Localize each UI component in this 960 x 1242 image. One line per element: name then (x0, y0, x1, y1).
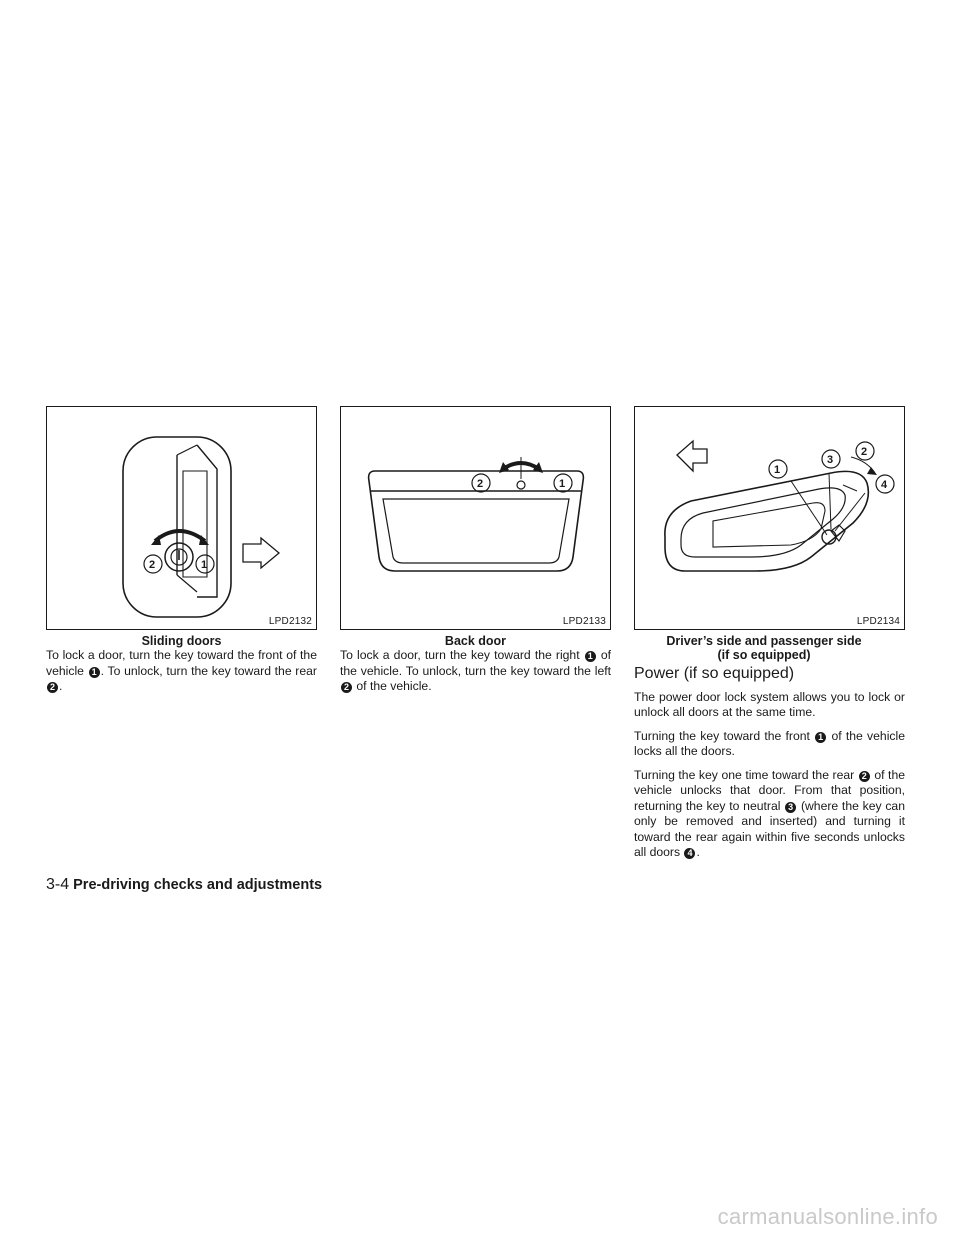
callout-2: 2 (149, 559, 156, 571)
step-badge: 1 (89, 667, 100, 678)
step-badge: 2 (47, 682, 58, 693)
sliding-door-diagram (47, 407, 316, 629)
callout-1: 1 (774, 464, 781, 476)
step-badge: 1 (585, 651, 596, 662)
figure-back-door (340, 406, 611, 630)
figure-sliding-doors (46, 406, 317, 630)
callout-1: 1 (201, 559, 208, 571)
back-door-diagram (341, 407, 610, 629)
paragraph: Turning the key one time toward the rear 2 of the vehicle unlocks that door. From that position, returning the key to neutral 3 (where the key can only be removed and inserted) and turning it toward the rear again within five seconds unlocks all doors 4 . (634, 767, 906, 859)
column-sliding-doors (46, 406, 317, 703)
figure-caption: Sliding doors (141, 634, 222, 648)
callout-2: 2 (477, 478, 484, 490)
figure-code: LPD2134 (856, 616, 900, 627)
column-back-door (340, 406, 611, 703)
figure-code: LPD2133 (562, 616, 606, 627)
section-heading: Power (if so equipped) (634, 665, 795, 682)
step-badge: 3 (785, 802, 796, 813)
watermark: carmanualsonline.info (717, 1204, 938, 1229)
step-badge: 2 (859, 771, 870, 782)
paragraph: Turning the key toward the front 1 of the vehicle locks all the doors. (634, 728, 905, 758)
step-badge: 4 (684, 848, 695, 859)
body-text (634, 666, 905, 861)
body-text: To lock a door, turn the key toward the right 1 of the vehicle. To unlock, turn the key toward the left 2 of the vehicle. (340, 648, 612, 693)
callout-3: 3 (827, 454, 834, 466)
callout-4: 4 (881, 479, 888, 491)
step-badge: 1 (815, 732, 826, 743)
figure-drivers-side (634, 406, 905, 630)
paragraph: The power door lock system allows you to lock or unlock all doors at the same time. (634, 689, 905, 719)
page-number: 3-4 (46, 876, 70, 893)
column-drivers-side (634, 406, 905, 869)
figure-caption: Back door (444, 634, 507, 648)
figure-caption: Driver’s side and passenger side (if so equipped) (666, 634, 862, 662)
step-badge: 2 (341, 682, 352, 693)
chapter-title: Pre-driving checks and adjustments (73, 877, 323, 893)
callout-1: 1 (559, 478, 566, 490)
figure-code: LPD2132 (268, 616, 312, 627)
page-footer (46, 876, 322, 894)
drivers-side-diagram (635, 407, 904, 629)
body-text: To lock a door, turn the key toward the front of the vehicle 1 . To unlock, turn the key toward the rear 2 . (46, 648, 317, 693)
callout-2: 2 (861, 446, 868, 458)
